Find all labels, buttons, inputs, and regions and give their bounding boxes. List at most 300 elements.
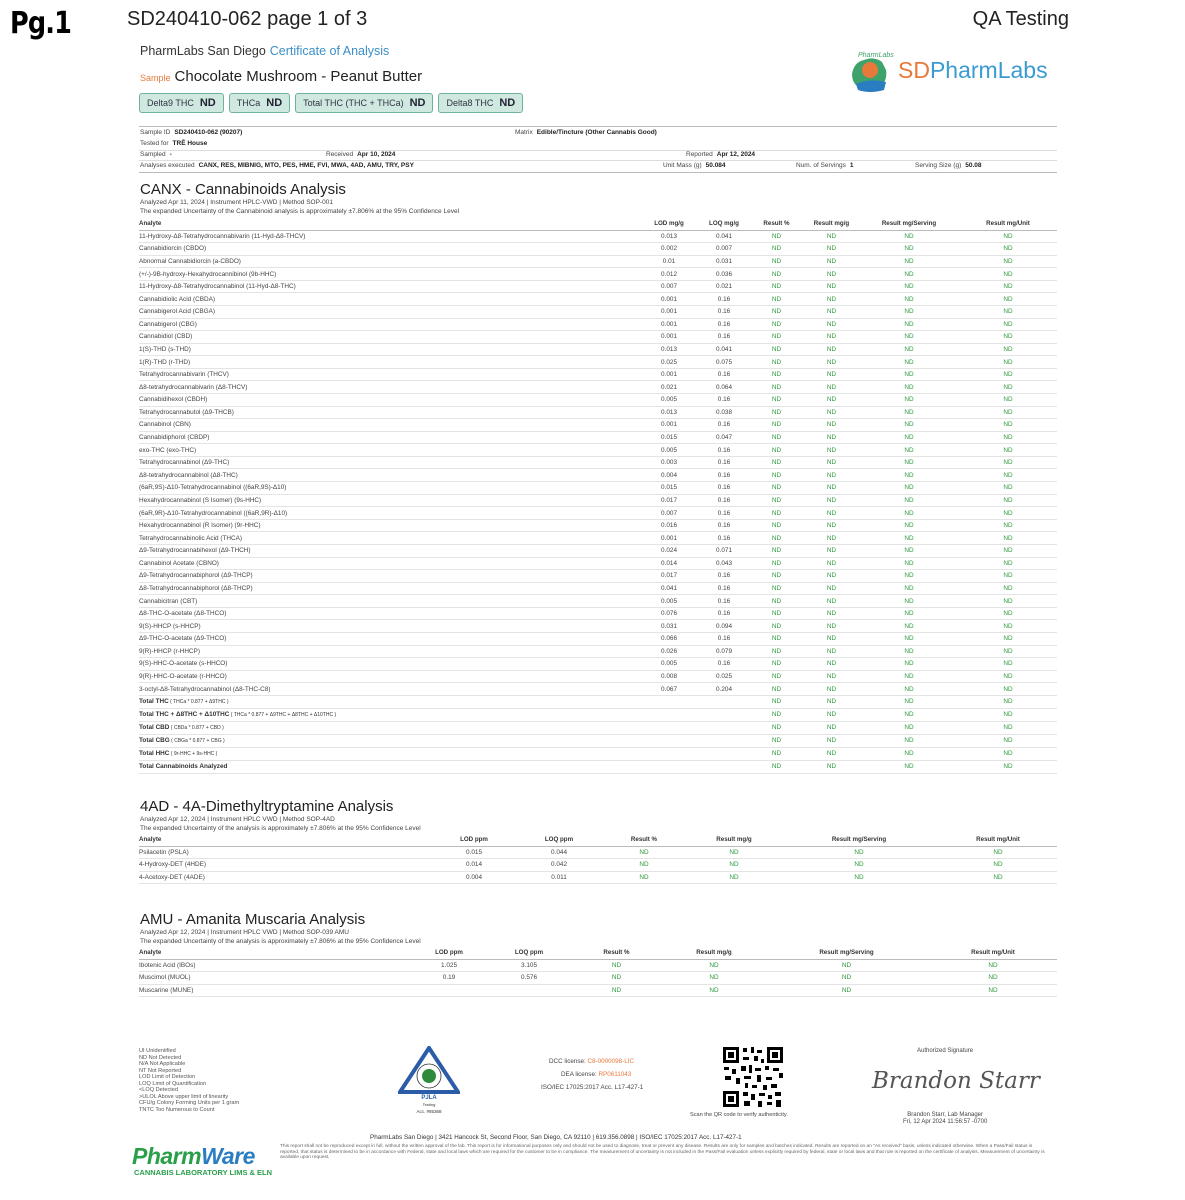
analyte-name: Hexahydrocannabinol (S Isomer) (9s-HHC) [139, 494, 639, 507]
total-label [139, 760, 639, 773]
table-cell: ND [749, 494, 804, 507]
legend-item: TNTC Too Numerous to Count [139, 1106, 215, 1113]
table-cell: 0.031 [699, 255, 749, 268]
total-name: Total THC + Δ8THC + Δ10THC [139, 710, 230, 718]
table-cell: ND [859, 721, 959, 734]
analyte-name: Δ8-THC-O-acetate (Δ8-THCO) [139, 607, 639, 620]
table-cell: ND [859, 607, 959, 620]
table-cell: ND [749, 268, 804, 281]
total-row [139, 747, 1057, 760]
column-header: Result mg/g [689, 836, 779, 846]
table-cell: ND [749, 760, 804, 773]
table-cell: ND [749, 343, 804, 356]
table-cell: ND [859, 633, 959, 646]
total-row [139, 721, 1057, 734]
table-cell: ND [804, 444, 859, 457]
table-cell: ND [859, 544, 959, 557]
table-row [139, 658, 1057, 671]
table-cell: ND [804, 255, 859, 268]
table-cell: ND [749, 633, 804, 646]
table-cell: ND [664, 984, 764, 997]
table-cell: ND [749, 620, 804, 633]
table-row [139, 243, 1057, 256]
divider [139, 126, 1057, 127]
table-cell: ND [959, 381, 1057, 394]
table-cell: ND [959, 356, 1057, 369]
table-cell: ND [779, 859, 939, 872]
legend-item: CFU/g Colony Forming Units per 1 gram [139, 1100, 240, 1106]
meta-label: Analyses executed [140, 162, 195, 169]
qr-caption: Scan the QR code to verify authenticity. [690, 1112, 788, 1118]
table-cell: ND [804, 494, 859, 507]
license-value: RP0611043 [598, 1071, 632, 1078]
table-row [139, 871, 1057, 884]
table-cell: ND [959, 293, 1057, 306]
table-cell: ND [804, 482, 859, 495]
legend-item: ND Not Detected [139, 1054, 182, 1061]
table-cell: 1.025 [409, 959, 489, 972]
table-cell: 0.004 [429, 871, 519, 884]
table-cell: ND [804, 268, 859, 281]
table-cell: ND [804, 658, 859, 671]
table-cell: ND [959, 305, 1057, 318]
table-cell: ND [959, 557, 1057, 570]
table-cell: ND [749, 645, 804, 658]
meta-analyses [140, 162, 414, 169]
table-cell: ND [749, 482, 804, 495]
pharmware-logo [132, 1143, 255, 1170]
canx-method: Analyzed Apr 11, 2024 | Instrument HPLC-VWD | Method SOP-001 [140, 199, 333, 206]
analyte-name: Muscarine (MUNE) [139, 984, 409, 997]
table-cell: ND [749, 557, 804, 570]
total-label [139, 734, 639, 747]
table-cell: ND [689, 846, 779, 859]
total-formula: ( CBDa * 0.877 + CBD ) [169, 724, 224, 731]
table-cell: ND [959, 230, 1057, 243]
table-cell: ND [804, 519, 859, 532]
table-cell: ND [959, 620, 1057, 633]
table-cell: ND [749, 318, 804, 331]
table-cell: ND [804, 305, 859, 318]
table-cell: 0.001 [639, 318, 699, 331]
total-formula: ( CBGa * 0.877 + CBG ) [169, 737, 225, 744]
column-header: Result mg/Unit [929, 949, 1057, 959]
column-header: Result mg/Unit [959, 220, 1057, 230]
table-cell: ND [804, 419, 859, 432]
legend-item: <LOQ Detected [139, 1087, 179, 1093]
table-cell: 0.16 [699, 570, 749, 583]
table-cell: ND [804, 356, 859, 369]
qa-testing-label: QA Testing [972, 8, 1069, 30]
signature-title: Authorized Signature [917, 1048, 974, 1054]
table-cell [639, 708, 699, 721]
table-cell: ND [929, 984, 1057, 997]
table-cell: 0.16 [699, 595, 749, 608]
table-row [139, 595, 1057, 608]
table-cell: 0.001 [639, 293, 699, 306]
table-cell: ND [804, 760, 859, 773]
table-cell: ND [959, 318, 1057, 331]
table-cell: ND [749, 570, 804, 583]
analyte-name: Δ8-tetrahydrocannabivarin (Δ8-THCV) [139, 381, 639, 394]
meta-label: Unit Mass (g) [663, 162, 702, 169]
table-cell: ND [959, 507, 1057, 520]
table-cell: ND [804, 431, 859, 444]
table-cell: ND [959, 658, 1057, 671]
analyte-name: 1(R)-THD (r-THD) [139, 356, 639, 369]
table-cell: ND [804, 507, 859, 520]
table-cell: ND [959, 721, 1057, 734]
analyte-name: (+/-)-9B-hydroxy-Hexahydrocannibinol (9b-HHC) [139, 268, 639, 281]
badge-value: ND [499, 97, 516, 109]
analyte-name: Cannabinol (CBN) [139, 419, 639, 432]
table-cell: 0.01 [639, 255, 699, 268]
table-cell: 0.004 [639, 469, 699, 482]
column-header: Result mg/Unit [939, 836, 1057, 846]
table-cell: 0.19 [409, 972, 489, 985]
table-cell: ND [804, 532, 859, 545]
table-cell: ND [859, 394, 959, 407]
table-cell [639, 721, 699, 734]
table-cell: 0.014 [429, 859, 519, 872]
table-cell: 0.16 [699, 607, 749, 620]
table-cell: ND [749, 255, 804, 268]
total-row [139, 708, 1057, 721]
table-cell: ND [859, 318, 959, 331]
table-cell [699, 760, 749, 773]
page-label: Pg.1 [10, 6, 71, 41]
table-cell: 0.067 [639, 683, 699, 696]
table-cell: 0.041 [699, 230, 749, 243]
meta-value: SD240410-062 (90207) [174, 129, 243, 136]
table-cell [409, 984, 489, 997]
table-cell: ND [859, 683, 959, 696]
lab-name: PharmLabs San Diego [140, 44, 266, 58]
table-cell: 0.014 [639, 557, 699, 570]
table-cell: 0.16 [699, 305, 749, 318]
analyte-name: Tetrahydrocannabivarin (THCV) [139, 368, 639, 381]
table-cell: ND [749, 695, 804, 708]
table-cell: 0.042 [519, 859, 599, 872]
table-cell: ND [859, 645, 959, 658]
table-row [139, 984, 1057, 997]
column-header: Result mg/Serving [779, 836, 939, 846]
analyte-name: 1(S)-THD (s-THD) [139, 343, 639, 356]
table-cell: ND [749, 507, 804, 520]
table-cell: 0.204 [699, 683, 749, 696]
table-cell: ND [859, 305, 959, 318]
table-row [139, 846, 1057, 859]
meta-tested-for [140, 140, 207, 147]
license-value: C8-0000098-LIC [587, 1058, 635, 1065]
table-cell [639, 695, 699, 708]
logo-text-rest: PharmLabs [929, 57, 1048, 83]
table-row [139, 343, 1057, 356]
pharmware-a: Pharm [132, 1143, 202, 1169]
analyte-name: Δ9-THC-O-acetate (Δ9-THCO) [139, 633, 639, 646]
analyte-name: (6aR,9S)-Δ10-Tetrahydrocannabinol ((6aR,9S)-Δ10) [139, 482, 639, 495]
table-cell: 0.016 [639, 519, 699, 532]
meta-label: Received [326, 151, 354, 158]
table-cell: ND [749, 230, 804, 243]
table-cell: ND [959, 670, 1057, 683]
table-cell: ND [749, 368, 804, 381]
total-label [139, 695, 639, 708]
column-header: Result % [599, 836, 689, 846]
analyte-name: 9(R)-HHCP (r-HHCP) [139, 645, 639, 658]
table-cell: 0.013 [639, 343, 699, 356]
table-cell: 0.044 [519, 846, 599, 859]
table-row [139, 356, 1057, 369]
pjla-accreditation-logo [398, 1046, 460, 1116]
total-name: Total THC [139, 697, 169, 705]
pjla-sub: Testing [422, 1102, 436, 1107]
table-cell: ND [599, 871, 689, 884]
amu-uncertainty: The expanded Uncertainty of the analysis is approximately ±7.806% at the 95% Confidence Level [140, 938, 421, 945]
table-cell: 0.001 [639, 368, 699, 381]
meta-value: Edible/Tincture (Other Cannabis Good) [536, 129, 657, 136]
table-cell [699, 747, 749, 760]
table-cell: ND [959, 268, 1057, 281]
table-cell: ND [859, 494, 959, 507]
table-cell: ND [859, 532, 959, 545]
table-cell: ND [959, 760, 1057, 773]
table-cell: ND [804, 721, 859, 734]
table-cell: 0.047 [699, 431, 749, 444]
analyte-name: Cannabidihexol (CBDH) [139, 394, 639, 407]
table-cell [699, 708, 749, 721]
table-cell: 0.038 [699, 406, 749, 419]
table-cell: ND [859, 343, 959, 356]
table-cell: 0.005 [639, 595, 699, 608]
meta-label: Sampled [140, 151, 166, 158]
table-cell: ND [859, 747, 959, 760]
table-cell: 0.017 [639, 570, 699, 583]
table-cell: ND [804, 708, 859, 721]
meta-label: Sample ID [140, 129, 171, 136]
meta-received [326, 151, 395, 158]
pharmware-b: Ware [201, 1143, 255, 1169]
table-cell: ND [804, 381, 859, 394]
document-id: SD240410-062 page 1 of 3 [127, 8, 368, 30]
table-cell: ND [749, 406, 804, 419]
table-cell: ND [959, 444, 1057, 457]
table-cell: ND [859, 230, 959, 243]
table-cell: 0.16 [699, 419, 749, 432]
table-row [139, 268, 1057, 281]
analyte-name: Cannabinol Acetate (CBNO) [139, 557, 639, 570]
legend-item: NT Not Reported [139, 1067, 182, 1074]
amu-method: Analyzed Apr 12, 2024 | Instrument HPLC VWD | Method SOP-039 AMU [140, 929, 349, 936]
table-cell: ND [929, 959, 1057, 972]
table-cell: 0.007 [699, 243, 749, 256]
table-cell: ND [804, 368, 859, 381]
4ad-method: Analyzed Apr 12, 2024 | Instrument HPLC VWD | Method SOP-4AD [140, 816, 335, 823]
table-cell: ND [859, 293, 959, 306]
table-cell: ND [749, 708, 804, 721]
table-row [139, 305, 1057, 318]
table-cell: ND [749, 331, 804, 344]
table-cell: ND [959, 394, 1057, 407]
column-header: LOD ppm [429, 836, 519, 846]
table-cell: ND [749, 280, 804, 293]
table-cell: ND [749, 747, 804, 760]
table-cell: ND [689, 871, 779, 884]
table-cell: 0.16 [699, 444, 749, 457]
table-cell: 0.007 [639, 280, 699, 293]
table-row [139, 507, 1057, 520]
table-cell: ND [959, 255, 1057, 268]
table-cell: ND [804, 683, 859, 696]
table-cell: 0.041 [699, 343, 749, 356]
table-cell: 0.16 [699, 318, 749, 331]
table-row [139, 419, 1057, 432]
table-cell: ND [804, 734, 859, 747]
table-cell: ND [959, 633, 1057, 646]
meta-value: CANX, RES, MIBNIG, MTO, PES, HME, FVI, MWA, 4AD, AMU, TRY, PSY [198, 162, 414, 169]
table-cell: ND [804, 582, 859, 595]
total-name: Total Cannabinoids Analyzed [139, 762, 228, 770]
table-cell: ND [804, 280, 859, 293]
logo-text [898, 57, 1048, 84]
table-cell: ND [664, 959, 764, 972]
badge-value: ND [199, 97, 216, 109]
table-cell: ND [804, 645, 859, 658]
table-cell: ND [749, 381, 804, 394]
table-row [139, 381, 1057, 394]
table-cell: 0.16 [699, 293, 749, 306]
table-row [139, 620, 1057, 633]
table-cell: ND [804, 570, 859, 583]
table-row [139, 280, 1057, 293]
badge-value: ND [409, 97, 426, 109]
table-row [139, 482, 1057, 495]
table-cell: ND [959, 469, 1057, 482]
analyte-name: Ibotenic Acid (IBOs) [139, 959, 409, 972]
table-cell: ND [959, 243, 1057, 256]
meta-matrix [515, 129, 657, 136]
table-cell: ND [804, 633, 859, 646]
table-cell: ND [804, 544, 859, 557]
badge-label: Delta8 THC [446, 98, 494, 108]
table-cell: 0.16 [699, 658, 749, 671]
table-cell: ND [569, 984, 664, 997]
table-row [139, 406, 1057, 419]
header-row [139, 220, 1057, 230]
analyte-name: 4-Hydroxy-DET (4HDE) [139, 859, 429, 872]
table-row [139, 683, 1057, 696]
analyte-name: 4-Acetoxy-DET (4ADE) [139, 871, 429, 884]
badge-label: Total THC (THC + THCa) [303, 98, 404, 108]
table-cell: ND [804, 747, 859, 760]
table-row [139, 394, 1057, 407]
analyte-name: 9(R)-HHC-O-acetate (r-HHCO) [139, 670, 639, 683]
analyte-name: 3-octyl-Δ8-Tetrahydrocannabinol (Δ8-THC-C8) [139, 683, 639, 696]
lab-address: PharmLabs San Diego | 3421 Hancock St, Second Floor, San Diego, CA 92110 | 619.356.0898 | ISO/IEC 17025:2017 Acc. L17-427-1 [370, 1134, 742, 1141]
table-row [139, 331, 1057, 344]
table-cell: ND [959, 532, 1057, 545]
table-cell: 0.003 [639, 456, 699, 469]
table-row [139, 582, 1057, 595]
table-cell: 0.021 [699, 280, 749, 293]
table-cell: ND [859, 519, 959, 532]
table-cell [639, 734, 699, 747]
table-cell: ND [859, 557, 959, 570]
table-cell: ND [749, 658, 804, 671]
table-cell: ND [959, 419, 1057, 432]
table-cell: ND [804, 670, 859, 683]
badge-delta9 [139, 93, 224, 113]
table-cell: 0.007 [639, 507, 699, 520]
meta-value: - [169, 151, 172, 158]
table-cell: ND [859, 658, 959, 671]
amu-title: AMU - Amanita Muscaria Analysis [140, 911, 366, 928]
column-header: Result % [569, 949, 664, 959]
table-cell: ND [804, 318, 859, 331]
table-cell: ND [959, 708, 1057, 721]
table-cell: ND [859, 406, 959, 419]
table-cell: 0.16 [699, 582, 749, 595]
table-row [139, 645, 1057, 658]
divider [139, 150, 1057, 151]
analyte-name: Δ9-Tetrahydrocannabiphorol (Δ9-THCP) [139, 570, 639, 583]
meta-servings [796, 162, 853, 169]
license-label: DCC license: [549, 1058, 586, 1065]
table-cell: ND [859, 368, 959, 381]
table-row [139, 494, 1057, 507]
table-row [139, 255, 1057, 268]
table-cell: ND [804, 331, 859, 344]
table-cell: 0.071 [699, 544, 749, 557]
meta-label: Matrix [515, 129, 533, 136]
table-cell: ND [859, 444, 959, 457]
table-cell [639, 760, 699, 773]
table-cell: 0.005 [639, 394, 699, 407]
table-cell: ND [804, 620, 859, 633]
table-cell: ND [959, 570, 1057, 583]
badge-total-thc [295, 93, 433, 113]
table-cell: 0.576 [489, 972, 569, 985]
table-cell: ND [804, 394, 859, 407]
table-cell: ND [959, 519, 1057, 532]
analyte-name: Tetrahydrocannabutol (Δ9-THCB) [139, 406, 639, 419]
globe-icon [422, 1069, 436, 1083]
table-cell: 0.025 [639, 356, 699, 369]
table-cell: 0.001 [639, 532, 699, 545]
table-cell: ND [859, 595, 959, 608]
qr-code-icon[interactable] [721, 1045, 785, 1109]
table-cell: ND [859, 482, 959, 495]
total-name: Total CBG [139, 736, 170, 744]
divider [139, 160, 1057, 161]
meta-label: Num. of Servings [796, 162, 846, 169]
table-cell: 0.16 [699, 456, 749, 469]
analyte-name: Δ8-tetrahydrocannabinol (Δ8-THC) [139, 469, 639, 482]
table-cell: ND [859, 331, 959, 344]
table-cell [699, 734, 749, 747]
table-cell: ND [859, 708, 959, 721]
table-cell: 0.094 [699, 620, 749, 633]
column-header: LOD ppm [409, 949, 489, 959]
table-cell: 0.076 [639, 607, 699, 620]
table-cell: ND [764, 959, 929, 972]
meta-unit-mass [663, 162, 726, 169]
total-label [139, 747, 639, 760]
table-cell: ND [749, 243, 804, 256]
analyte-name: Cannabidiorcin (CBDO) [139, 243, 639, 256]
analyte-name: Δ8-Tetrahydrocannabiphorol (Δ8-THCP) [139, 582, 639, 595]
table-cell: 0.001 [639, 305, 699, 318]
